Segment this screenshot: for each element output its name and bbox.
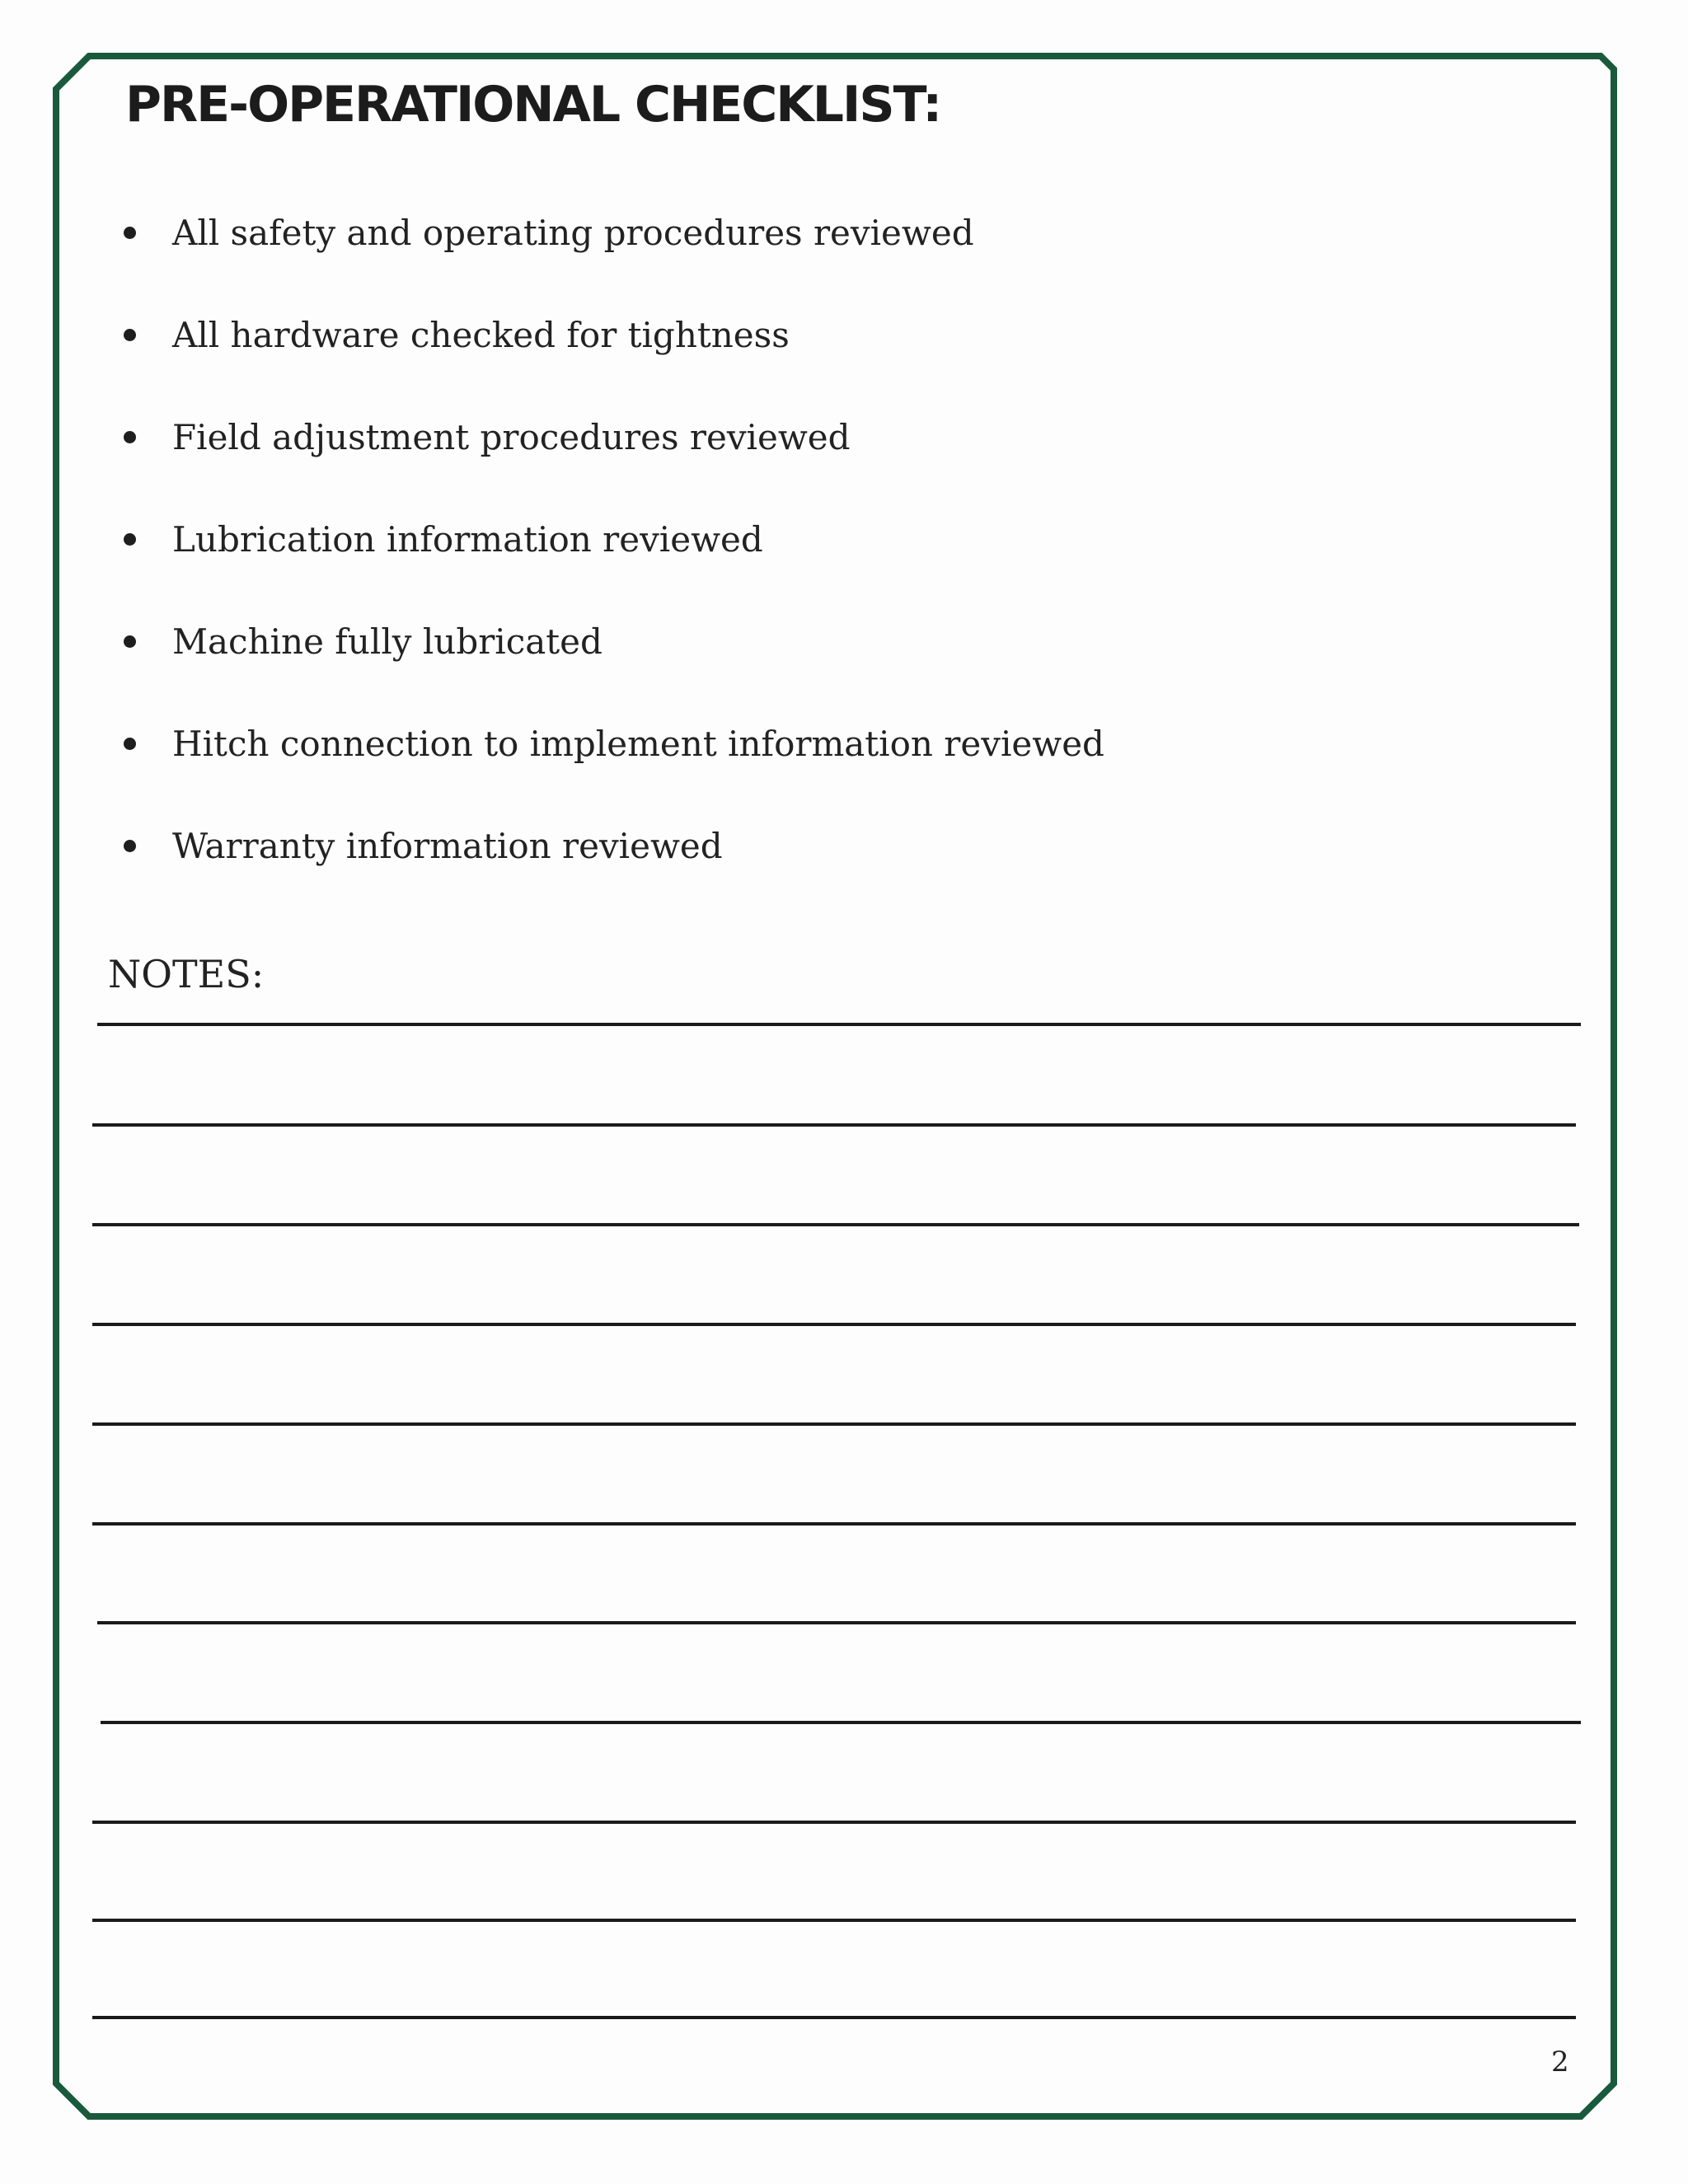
- bullet-icon: [124, 329, 136, 341]
- list-item: [124, 590, 1104, 692]
- list-item: [124, 794, 1104, 897]
- notes-line: [92, 1123, 1576, 1127]
- notes-line: [97, 1621, 1576, 1624]
- list-item-text: All safety and operating procedures reviewed: [172, 212, 974, 253]
- notes-line: [92, 1919, 1576, 1922]
- list-item: [124, 181, 1104, 284]
- page-title: PRE-OPERATIONAL CHECKLIST:: [125, 76, 941, 134]
- list-item-text: Machine fully lubricated: [172, 621, 603, 662]
- list-item-text: Hitch connection to implement information reviewed: [172, 723, 1104, 764]
- bullet-icon: [124, 533, 136, 546]
- list-item-text: Warranty information reviewed: [172, 825, 723, 866]
- list-item: [124, 284, 1104, 386]
- notes-line: [92, 1323, 1576, 1326]
- bullet-icon: [124, 635, 136, 648]
- list-item-text: Field adjustment procedures reviewed: [172, 416, 851, 457]
- bullet-icon: [124, 227, 136, 239]
- notes-label: NOTES:: [108, 952, 265, 996]
- notes-line: [92, 1821, 1576, 1824]
- bullet-icon: [124, 431, 136, 443]
- list-item-text: All hardware checked for tightness: [172, 314, 790, 355]
- notes-line: [92, 1223, 1579, 1226]
- list-item: [124, 488, 1104, 590]
- bullet-icon: [124, 738, 136, 750]
- notes-line: [92, 1422, 1576, 1426]
- page-number: 2: [1551, 2046, 1569, 2079]
- list-item-text: Lubrication information reviewed: [172, 518, 763, 560]
- list-item: [124, 692, 1104, 794]
- list-item: [124, 386, 1104, 488]
- notes-line: [92, 2016, 1576, 2019]
- checklist: [124, 181, 1104, 897]
- notes-line: [101, 1721, 1581, 1724]
- bullet-icon: [124, 840, 136, 852]
- notes-line: [97, 1023, 1581, 1026]
- notes-line: [92, 1522, 1576, 1526]
